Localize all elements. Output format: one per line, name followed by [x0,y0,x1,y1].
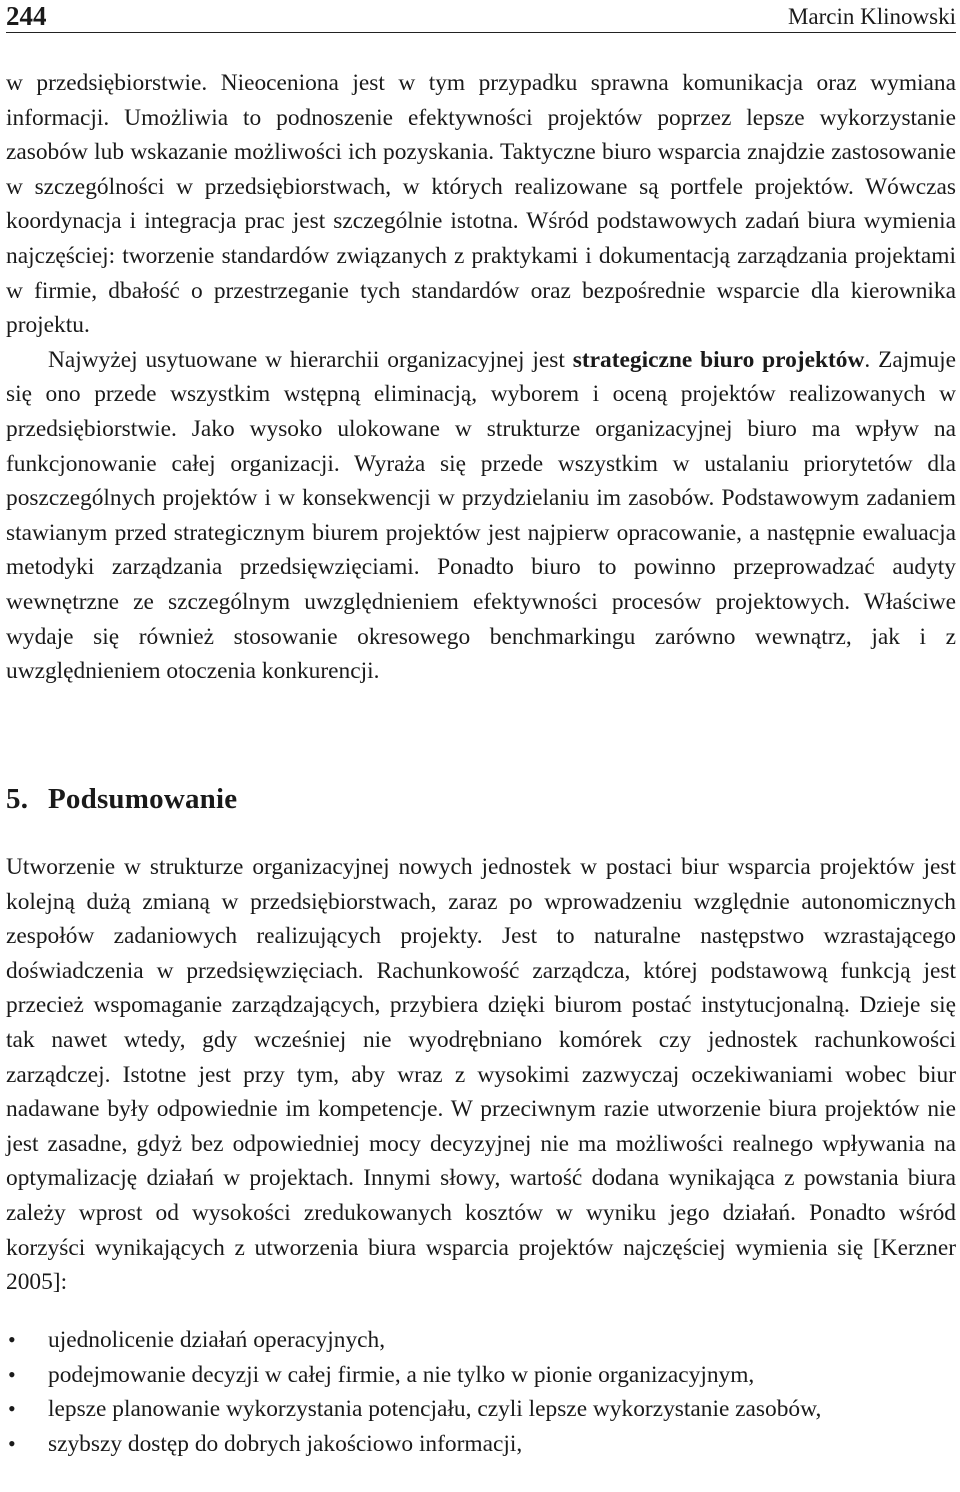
summary-text-block [6,850,956,1300]
section-title: Podsumowanie [48,783,238,815]
body-text-block [6,66,956,689]
benefits-bullet-list [6,1323,956,1461]
summary-paragraph: Utworzenie w strukturze organizacyjnej nowych jednostek w postaci biur wsparcia projektów jest kolejną dużą zmianą w przedsiębiorstwach, zaraz po wprowadzeniu względnie autonomicznych zespołów zadaniowych realizujących projekty. Jest to naturalne następstwo wzrastającego doświadczenia w przedsięwzięciach. Rachunkowość zarządcza, której podstawową funkcją jest przecież wspomaganie zarządzających, przybiera dzięki biurom postać instytucjonalną. Dzieje się tak nawet wtedy, gdy wcześniej nie wyodrębniano komórek czy jednostek rachunkowości zarządczej. Istotne jest przy tym, aby wraz z wysokimi zazwyczaj oczekiwaniami wobec biur nadawane były odpowiednie im kompetencje. W przeciwnym razie utworzenie biura projektów nie jest zasadne, gdyż bez odpowiedniej mocy decyzyjnej nie ma możliwości realnego wpływania na optymalizację działań w projektach. Innymi słowy, wartość dodana wynikająca z powstania biura zależy wprost od wysokości zredukowanych kosztów w wyniku jego działań. Ponadto wśród korzyści wynikających z utworzenia biura wsparcia projektów najczęściej wymienia się [Kerzner 2005]: [6,854,956,1296]
bullet-icon: • [8,1430,16,1456]
running-header-author: Marcin Klinowski [787,4,956,29]
paragraph-strategic-office [6,343,956,689]
list-item-text: lepsze planowanie wykorzystania potencjału, czyli lepsze wykorzystanie zasobów, [48,1396,822,1423]
bullet-icon: • [8,1396,16,1422]
list-item [6,1358,956,1393]
bullet-icon: • [8,1327,16,1352]
bold-term: strategiczne biuro projektów [572,346,865,373]
list-item [6,1427,956,1462]
list-item-text: szybszy dostęp do dobrych jakościowo informacji, [48,1430,523,1457]
list-item [6,1323,956,1358]
list-item [6,1392,956,1427]
paragraph-continuation-text: . Zajmuje się ono przede wszystkim wstępną eliminacją, wyborem i oceną projektów realizowanych w przedsiębiorstwie. Jako wysoko ulokowane w strukturze organizacyjnej biuro ma wpływ na funkcjonowanie całej organizacji. Wyraża się przede wszystkim w ustalaniu priorytetów dla poszczególnych projektów i w konsekwencji w przydzielaniu im zasobów. Podstawowym zadaniem stawianym przed strategicznym biurem projektów jest najpierw opracowanie, a następnie ewaluacja metodyki zarządzania przedsięwzięciami. Ponadto biuro to powinno przeprowadzać audyty wewnętrzne ze szczególnym uwzględnieniem efektywności procesów projektowych. Właściwe wydaje się również stosowanie okresowego benchmarkingu zarówno wewnątrz, jak i z uwzględnieniem otoczenia konkurencji. [6,346,957,685]
list-item-text: podejmowanie decyzji w całej firmie, a nie tylko w pionie organizacyjnym, [48,1361,755,1388]
section-number: 5. [6,783,29,815]
paragraph: w przedsiębiorstwie. Nieoceniona jest w tym przypadku sprawna komunikacja oraz wymiana informacji. Umożliwia to podnoszenie efektywności projektów poprzez lepsze wykorzystanie zasobów lub wskazanie możliwości ich pozyskania. Taktyczne biuro wsparcia znajdzie zastosowanie w szczególności w przedsiębiorstwach, w których realizowane są portfele projektów. Wówczas koordynacja i integracja prac jest szczególnie istotna. Wśród podstawowych zadań biura wymienia najczęściej: tworzenie standardów związanych z praktykami i dokumentacją zarządzania projektami w firmie, dbałość o przestrzeganie tych standardów oraz bezpośrednie wsparcie dla kierownika projektu. [6,70,956,339]
page-number: 244 [6,1,47,31]
running-header [6,2,956,33]
paragraph-lead-text: Najwyżej usytuowane w hierarchii organizacyjnej jest [48,346,573,373]
bullet-icon: • [8,1361,16,1387]
section-heading [6,780,237,818]
list-item-text: ujednolicenie działań operacyjnych, [48,1327,386,1353]
